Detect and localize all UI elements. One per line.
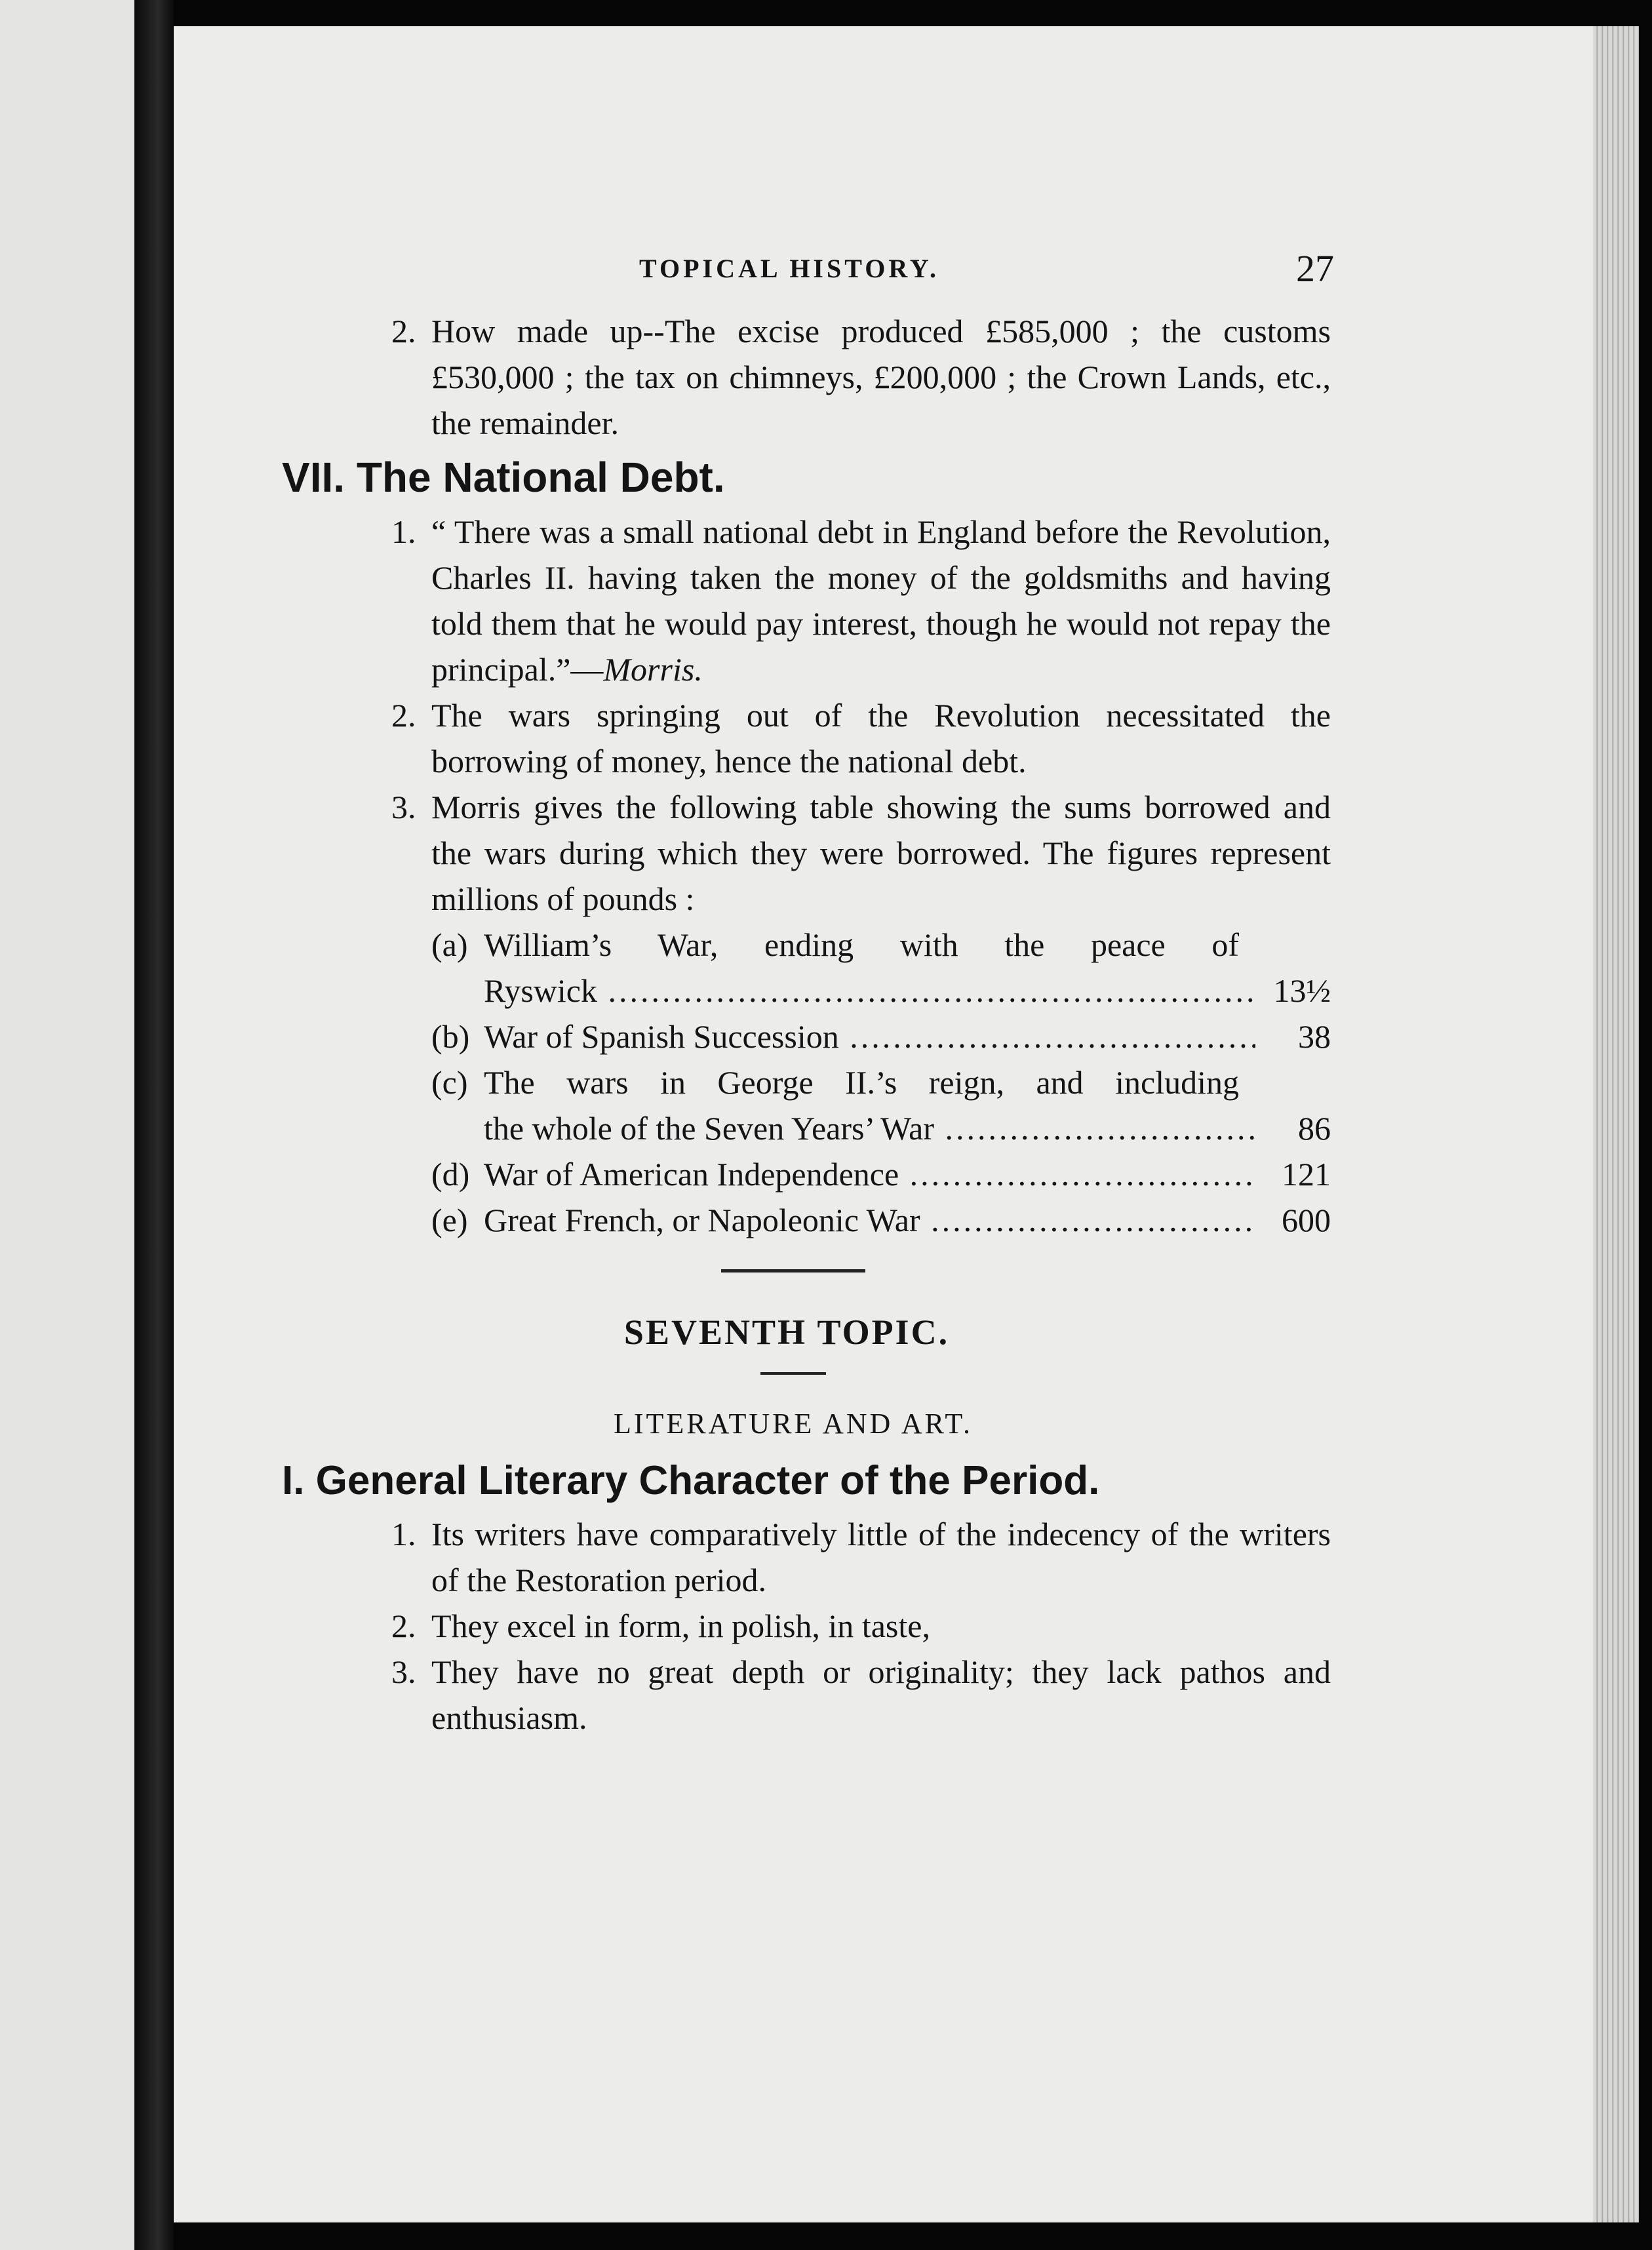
table-row	[431, 1014, 1331, 1059]
row-letter: (b)	[431, 1018, 470, 1055]
item-number: 2.	[391, 697, 416, 734]
divider-rule	[721, 1269, 865, 1273]
running-title: TOPICAL HISTORY.	[639, 254, 940, 283]
table-row	[431, 1197, 1331, 1243]
page-content	[282, 308, 1331, 1741]
item-number: 1.	[391, 1516, 416, 1552]
row-letter: (a)	[431, 926, 468, 963]
item-text: They have no great depth or originality; they lack pathos and enthusiasm.	[431, 1653, 1331, 1736]
item-number: 3.	[391, 1653, 416, 1690]
row-value: 86	[1298, 1110, 1331, 1147]
table-row	[431, 922, 1331, 968]
debt-table	[431, 922, 1331, 1243]
item-number: 1.	[391, 513, 416, 550]
item-number: 3.	[391, 789, 416, 825]
row-letter: (e)	[431, 1202, 468, 1238]
row-text: War of Spanish Succession .....	[484, 1014, 1255, 1059]
row-value: 38	[1298, 1018, 1331, 1055]
running-header	[639, 247, 1334, 292]
row-value: 13½	[1273, 972, 1331, 1009]
list-item	[282, 509, 1331, 692]
row-text: The wars in George II.’s reign, and including	[484, 1064, 1239, 1101]
table-row	[431, 1105, 1331, 1151]
page-stack-edge	[1593, 26, 1639, 2222]
item-text: How made up--The excise produced £585,000 ; the customs £530,000 ; the tax on chimneys, £200,000 ; the Crown Lands, etc., the remainder.	[431, 313, 1331, 441]
row-text: Great French, or Napoleonic War .....	[484, 1197, 1255, 1243]
table-row	[431, 1151, 1331, 1197]
row-value: 121	[1282, 1156, 1331, 1193]
row-text: the whole of the Seven Years’ War .....	[484, 1105, 1255, 1151]
list-item	[282, 1649, 1331, 1741]
item-number: 2.	[391, 313, 416, 349]
list-item	[282, 308, 1331, 446]
topic-title: SEVENTH TOPIC.	[623, 1312, 950, 1352]
page-number: 27	[1296, 247, 1334, 290]
row-text: Ryswick .....	[484, 968, 1255, 1014]
table-row	[431, 1059, 1331, 1105]
quote-author: Morris.	[603, 651, 703, 688]
book-gutter	[134, 0, 174, 2250]
facing-page-edge	[0, 0, 134, 2250]
list-item	[282, 692, 1331, 784]
item-text: They excel in form, in polish, in taste,	[431, 1608, 930, 1644]
item-text: Its writers have comparatively little of the indecency of the writers of the Restoration period.	[431, 1516, 1331, 1598]
section-heading-national-debt: VII. The National Debt.	[282, 454, 725, 501]
item-number: 2.	[391, 1608, 416, 1644]
table-row	[431, 968, 1331, 1014]
list-item	[282, 784, 1331, 922]
row-text: War of American Independence .....	[484, 1151, 1255, 1197]
divider-rule-short	[760, 1372, 826, 1375]
row-value: 600	[1282, 1202, 1331, 1238]
item-text: The wars springing out of the Revolution necessitated the borrowing of money, hence the national debt.	[431, 697, 1331, 780]
quote-text: “ There was a small national debt in England before the Revolution, Charles II. having taken the money of the goldsmiths and having told them that he would pay interest, though he would not repay the principal.”—	[431, 513, 1331, 688]
item-text: Morris gives the following table showing the sums borrowed and the wars during which they were borrowed. The figures represent millions of pounds :	[431, 789, 1331, 917]
item-text	[431, 509, 1331, 692]
list-item	[282, 1511, 1331, 1603]
row-text: William’s War, ending with the peace of	[484, 926, 1239, 963]
section-heading-literary-character: I. General Literary Character of the Period.	[282, 1458, 1100, 1503]
list-item	[282, 1603, 1331, 1649]
row-letter: (d)	[431, 1156, 470, 1193]
topic-subtitle: LITERATURE AND ART.	[614, 1408, 973, 1440]
row-letter: (c)	[431, 1064, 468, 1101]
